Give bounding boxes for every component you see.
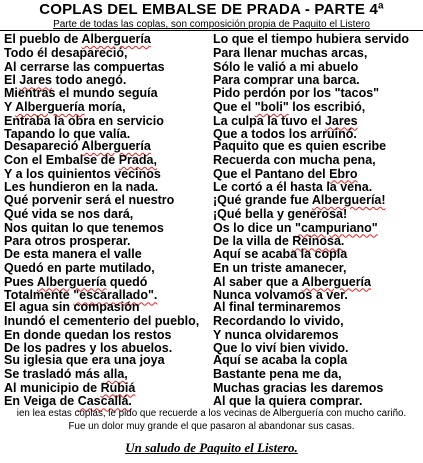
stanza-left-3	[4, 140, 214, 195]
subtitle-text: Parte de todas las coplas, son composición propia de Paquito el Listero	[53, 19, 370, 30]
verse-line: Y nunca olvidaremos	[213, 327, 339, 342]
verse-line: Al final terminaremos	[213, 300, 341, 314]
verse-line: Que a todos los arruinó.	[213, 127, 357, 142]
verse-line: Paquito que es quien escribe	[213, 139, 387, 153]
stanza-right-3	[213, 140, 423, 195]
stanza-right-2	[213, 87, 423, 142]
verse-line: En un triste amanecer,	[213, 260, 347, 275]
verse-line: Al que la quiera comprar.	[213, 394, 363, 409]
closing-note-line-2: Fue un dolor muy grande el que pasaron al abandonar sus casas.	[68, 421, 355, 432]
verse-line: Aquí se acaba la copla	[213, 247, 348, 261]
verse-line: Pido perdón por los "tacos"	[213, 86, 380, 100]
verse-line: Todo él desapareció,	[4, 45, 128, 60]
verse-line: Les hundieron en la nada.	[4, 180, 159, 195]
spellcheck-marked-word: Prada,	[118, 152, 157, 167]
spellcheck-marked-word: Alberguería!	[311, 193, 386, 207]
verse-line: Lo que el tiempo hubiera servido	[213, 32, 409, 46]
stanza-left-4	[4, 194, 214, 249]
signature-line: Un saludo de Paquito el Listero.	[125, 440, 298, 455]
stanza-right-7	[213, 354, 423, 409]
spellcheck-marked-word: Alberguería	[15, 99, 85, 114]
verse-line: Sólo le valió a mi abuelo	[213, 59, 359, 74]
verse-line: Desapareció Alberguería	[4, 139, 151, 153]
verse-line: Para comprar una barca.	[213, 73, 360, 88]
verse-line: Para llenar muchas arcas,	[213, 45, 368, 60]
verse-line: Y a los quinientos vecinos	[4, 166, 161, 181]
verse-line: Qué porvenir será el nuestro	[4, 193, 175, 207]
verse-line: Quedó en parte mutilado,	[4, 260, 155, 275]
verse-line: Inundó el cementerio del pueblo,	[4, 313, 200, 328]
stanza-right-6	[213, 301, 423, 356]
verse-line: Le cortó a él hasta la vena.	[213, 180, 373, 195]
verse-line: ¡Qué grande fue Alberguería!	[213, 193, 386, 207]
verse-line: Tapando lo que valía.	[4, 127, 131, 142]
verse-line: De los padres y los abuelos.	[4, 341, 173, 356]
stanza-right-4	[213, 194, 423, 249]
closing-note-line-1: ien lea estas coplas, le pido que recuerde a los vecinas de Alberguería con mucho cariño.	[16, 408, 407, 419]
verse-line: Nunca volvamos a ver.	[213, 288, 348, 303]
verse-line: Entraba la obra en servicio	[4, 113, 164, 128]
verse-line: Bastante pena me da,	[213, 366, 342, 381]
verse-line: Que el "boli" los escribió,	[213, 99, 366, 114]
verse-line: Recuerda con mucha pena,	[213, 152, 376, 167]
spellcheck-marked-word: Jares	[324, 113, 358, 128]
verse-line: ¡Qué bella y generosa!	[213, 206, 348, 221]
spellcheck-marked-word: Alberguería	[36, 274, 107, 289]
spellcheck-marked-word: Alberguería	[301, 274, 371, 289]
verse-line: Para otros prosperar.	[4, 234, 131, 249]
verse-line: Al cerrarse las compuertas	[4, 59, 165, 74]
spellcheck-marked-word: alla,	[103, 366, 128, 381]
verse-line: Su iglesia que era una joya	[4, 353, 165, 367]
spellcheck-marked-word: Alberguería	[81, 32, 151, 46]
verse-line: De esta manera el valle	[4, 247, 142, 261]
spellcheck-marked-word: Rubiá	[100, 380, 136, 395]
stanza-left-6	[4, 301, 214, 356]
stanza-right-5	[213, 248, 423, 303]
verse-line: Al municipio de Rubiá	[4, 380, 136, 395]
spellcheck-marked-word: "campuriano"	[295, 220, 378, 235]
spellcheck-marked-word: Jares	[19, 73, 52, 88]
header-divider	[0, 30, 423, 31]
verse-line: Se trasladó más alla,	[4, 366, 128, 381]
verse-line: Pues Alberguería quedó	[4, 274, 148, 289]
verse-line: Muchas gracias les daremos	[213, 380, 384, 395]
page-title: COPLAS DEL EMBALSE DE PRADA - PARTE 4ª	[39, 1, 384, 18]
verse-line: Nos quitan lo que tenemos	[4, 220, 164, 235]
stanza-left-2	[4, 87, 214, 142]
stanza-left-1	[4, 33, 214, 88]
verse-line: Aquí se acaba la copla	[213, 353, 348, 367]
stanza-left-7	[4, 354, 214, 409]
verse-line: El Jares todo anegó.	[4, 73, 127, 88]
verse-line: En Veiga de Cascallá.	[4, 394, 132, 409]
verse-line: El pueblo de Alberguería	[4, 32, 151, 46]
spellcheck-marked-word: Ebro	[329, 166, 358, 181]
verse-line: El agua sin compasión	[4, 300, 140, 314]
verse-line: Con el Embalse de Prada,	[4, 152, 157, 167]
verse-line: Recordando lo vivido,	[213, 313, 344, 328]
spellcheck-marked-word: Reinosa.	[292, 234, 345, 249]
verse-line: De la villa de Reinosa.	[213, 234, 345, 249]
verse-line: En donde quedan los restos	[4, 327, 172, 342]
spellcheck-marked-word: Alberguería	[81, 139, 151, 153]
verse-line: Al saber que a Alberguería	[213, 274, 371, 289]
verse-line: Que lo viví bien vivido.	[213, 341, 349, 356]
stanza-right-1	[213, 33, 423, 88]
spellcheck-marked-word: "boli"	[254, 99, 289, 114]
verse-line: Os lo dice un "campuriano"	[213, 220, 378, 235]
verse-line: La culpa la tuvo el Jares	[213, 113, 358, 128]
verse-line: Qué vida se nos dará,	[4, 206, 134, 221]
verse-line: Totalmente "escarallado".	[4, 288, 158, 303]
verse-line: Que el Pantano del Ebro	[213, 166, 358, 181]
stanza-left-5	[4, 248, 214, 303]
spellcheck-marked-word: Cascallá.	[77, 394, 132, 409]
spellcheck-marked-word: "escarallado".	[73, 288, 158, 303]
verse-line: Mientras el mundo seguía	[4, 86, 158, 100]
verse-line: Y Alberguería moría,	[4, 99, 126, 114]
